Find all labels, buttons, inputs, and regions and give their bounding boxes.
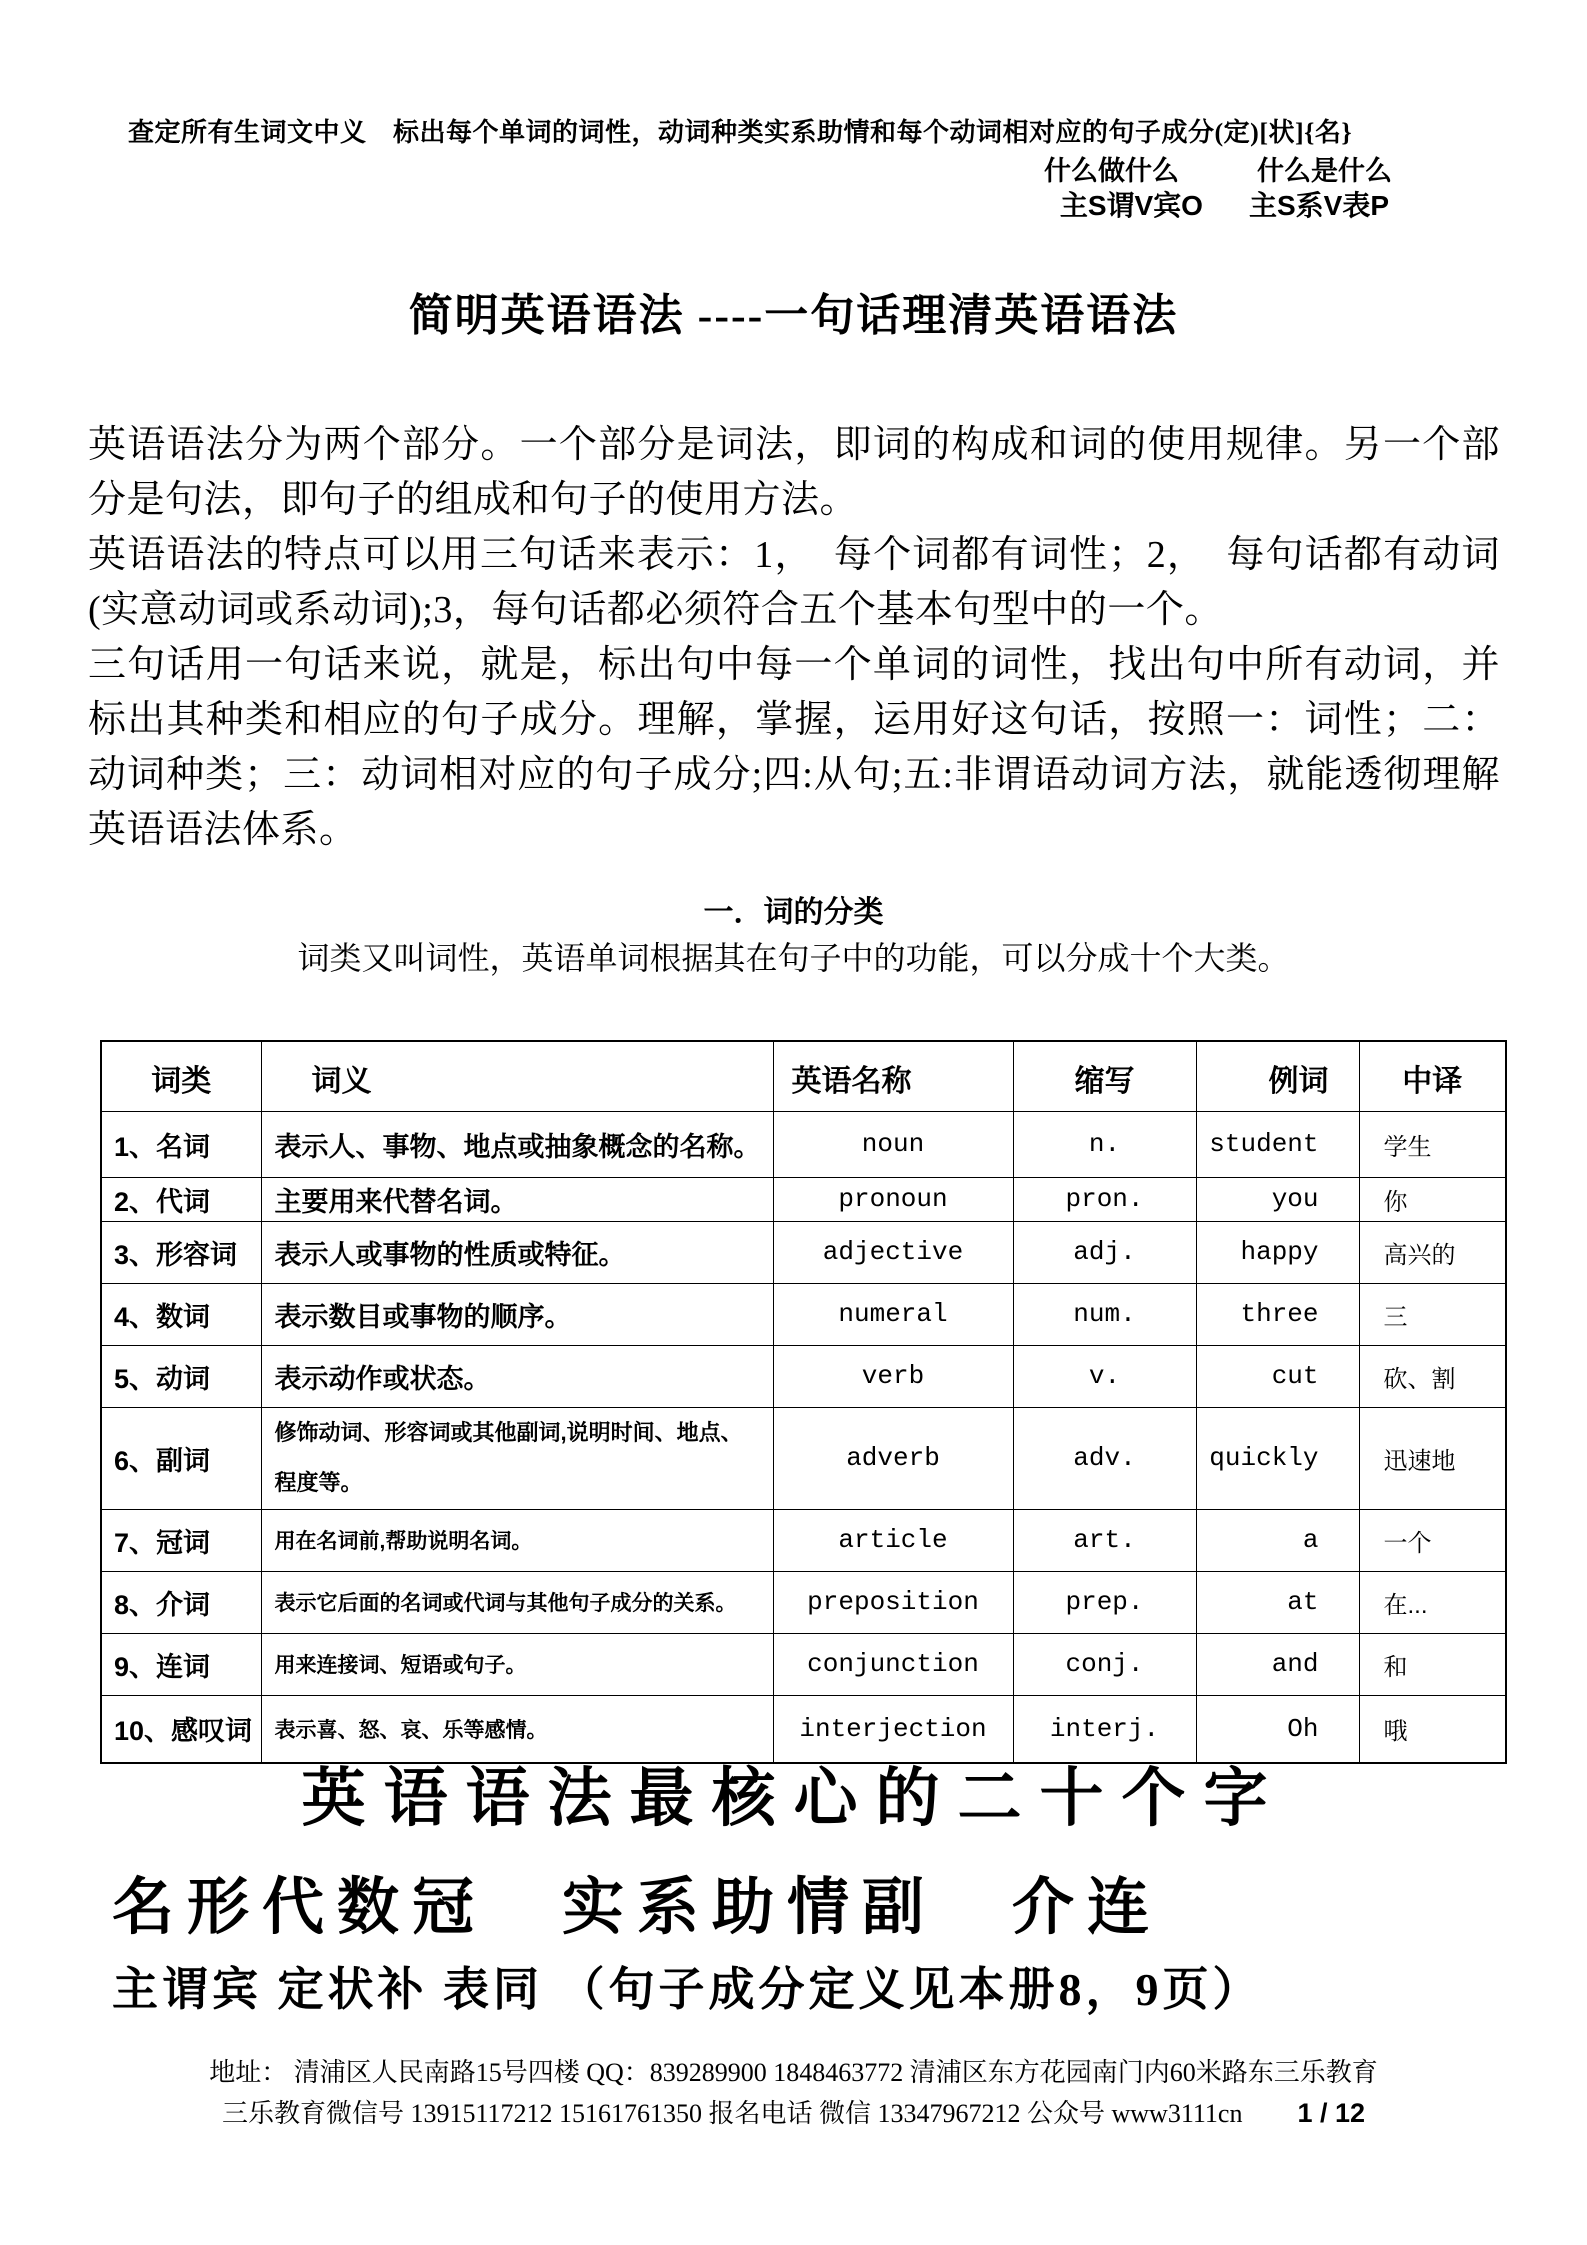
- cell-word-class: 6、副词: [101, 1407, 261, 1509]
- cell-translation: 三: [1359, 1283, 1506, 1345]
- cell-english-name: conjunction: [773, 1633, 1013, 1695]
- cell-abbreviation: adj.: [1013, 1221, 1196, 1283]
- cell-word-class: 10、感叹词: [101, 1695, 261, 1763]
- cell-translation: 和: [1359, 1633, 1506, 1695]
- section-word-classification: [0, 893, 1587, 979]
- cell-abbreviation: adv.: [1013, 1407, 1196, 1509]
- page-number: 1 / 12: [1297, 2098, 1366, 2128]
- cell-translation: 学生: [1359, 1111, 1506, 1177]
- cell-meaning: 表示数目或事物的顺序。: [261, 1283, 773, 1345]
- cell-translation: 哦: [1359, 1695, 1506, 1763]
- cell-translation: 迅速地: [1359, 1407, 1506, 1509]
- table-row-adjective: [101, 1221, 1506, 1283]
- cell-translation: 砍、割: [1359, 1345, 1506, 1407]
- cell-translation: 一个: [1359, 1509, 1506, 1571]
- cell-meaning: 表示喜、怒、哀、乐等感情。: [261, 1695, 773, 1763]
- cell-example: a: [1196, 1509, 1359, 1571]
- handwritten-annotation-block: [0, 116, 1587, 223]
- intro-paragraph-3: 三句话用一句话来说，就是，标出句中每一个单词的词性，找出句中所有动词，并标出其种类和相应的句子成分。理解，掌握，运用好这句话，按照一：词性；二：动词种类；三：动词相对应的句子成分;四:从句;五:非谓语动词方法，就能透彻理解英语语法体系。: [88, 644, 1500, 851]
- intro-paragraph-2: 英语语法的特点可以用三句话来表示：1， 每个词都有词性；2， 每句话都有动词(实意动词或系动词);3，每句话都必须符合五个基本句型中的一个。: [88, 534, 1500, 631]
- cell-meaning: 主要用来代替名词。: [261, 1177, 773, 1221]
- cell-word-class: 5、动词: [101, 1345, 261, 1407]
- page-footer: [0, 2053, 1587, 2134]
- cell-translation: 你: [1359, 1177, 1506, 1221]
- cell-word-class: 2、代词: [101, 1177, 261, 1221]
- table-row-numeral: [101, 1283, 1506, 1345]
- cell-translation: 在...: [1359, 1571, 1506, 1633]
- header-english-name: 英语名称: [773, 1041, 1013, 1111]
- header-word-class: 词类: [101, 1041, 261, 1111]
- section-subheading: 词类又叫词性，英语单词根据其在句子中的功能，可以分成十个大类。: [297, 940, 1290, 976]
- intro-paragraphs: [88, 418, 1500, 858]
- table-row-verb: [101, 1345, 1506, 1407]
- annotation-what-is-what: 什么是什么: [1257, 156, 1392, 186]
- table-row-conjunction: [101, 1633, 1506, 1695]
- cell-word-class: 9、连词: [101, 1633, 261, 1695]
- cell-english-name: pronoun: [773, 1177, 1013, 1221]
- cell-example: quickly: [1196, 1407, 1359, 1509]
- core-pos-mnemonic-line: 名形代数冠 实系助情副 介连: [112, 1874, 1163, 1942]
- parts-of-speech-table: [100, 1040, 1507, 1764]
- cell-meaning: 修饰动词、形容词或其他副词,说明时间、地点、程度等。: [261, 1407, 773, 1509]
- cell-abbreviation: pron.: [1013, 1177, 1196, 1221]
- cell-abbreviation: num.: [1013, 1283, 1196, 1345]
- core-twenty-chars-heading: 英语语法最核心的二十个字: [301, 1763, 1286, 1834]
- cell-english-name: interjection: [773, 1695, 1013, 1763]
- cell-example: student: [1196, 1111, 1359, 1177]
- cell-example: cut: [1196, 1345, 1359, 1407]
- cell-word-class: 7、冠词: [101, 1509, 261, 1571]
- annotation-line-2: [0, 154, 1587, 188]
- cell-word-class: 3、形容词: [101, 1221, 261, 1283]
- table-row-pronoun: [101, 1177, 1506, 1221]
- cell-example: happy: [1196, 1221, 1359, 1283]
- cell-meaning: 表示人或事物的性质或特征。: [261, 1221, 773, 1283]
- cell-abbreviation: interj.: [1013, 1695, 1196, 1763]
- table-row-adverb: [101, 1407, 1506, 1509]
- cell-example: three: [1196, 1283, 1359, 1345]
- cell-abbreviation: prep.: [1013, 1571, 1196, 1633]
- page-title: 简明英语语法 ----一句话理清英语语法: [408, 291, 1179, 340]
- cell-english-name: noun: [773, 1111, 1013, 1177]
- annotation-what-does-what: 什么做什么: [1044, 156, 1179, 186]
- table-row-noun: [101, 1111, 1506, 1177]
- cell-word-class: 8、介词: [101, 1571, 261, 1633]
- header-abbreviation: 缩写: [1013, 1041, 1196, 1111]
- table-row-preposition: [101, 1571, 1506, 1633]
- header-translation: 中译: [1359, 1041, 1506, 1111]
- cell-abbreviation: v.: [1013, 1345, 1196, 1407]
- annotation-line-3: [0, 189, 1587, 223]
- cell-english-name: verb: [773, 1345, 1013, 1407]
- cell-meaning: 用在名词前,帮助说明名词。: [261, 1509, 773, 1571]
- cell-abbreviation: n.: [1013, 1111, 1196, 1177]
- cell-english-name: numeral: [773, 1283, 1013, 1345]
- cell-meaning: 表示它后面的名词或代词与其他句子成分的关系。: [261, 1571, 773, 1633]
- footer-contact-line: [0, 2093, 1587, 2134]
- cell-english-name: adverb: [773, 1407, 1013, 1509]
- core-sentence-elements-line: 主谓宾 定状补 表同 （句子成分定义见本册8，9页）: [112, 1964, 1263, 2015]
- table-row-article: [101, 1509, 1506, 1571]
- header-meaning: 词义: [261, 1041, 773, 1111]
- section-heading: 一．词的分类: [703, 896, 884, 929]
- intro-paragraph-1: 英语语法分为两个部分。一个部分是词法，即词的构成和词的使用规律。另一个部分是句法，即句子的组成和句子的使用方法。: [88, 424, 1500, 521]
- cell-example: and: [1196, 1633, 1359, 1695]
- cell-example: at: [1196, 1571, 1359, 1633]
- footer-address-line: 地址： 清浦区人民南路15号四楼 QQ：839289900 1848463772 清浦区东方花园南门内60米路东三乐教育: [209, 2058, 1378, 2087]
- cell-translation: 高兴的: [1359, 1221, 1506, 1283]
- cell-abbreviation: art.: [1013, 1509, 1196, 1571]
- annotation-svo-pattern: 主S谓V宾O: [1059, 190, 1203, 221]
- cell-example: you: [1196, 1177, 1359, 1221]
- cell-meaning: 用来连接词、短语或句子。: [261, 1633, 773, 1695]
- cell-meaning: 表示人、事物、地点或抽象概念的名称。: [261, 1111, 773, 1177]
- cell-english-name: adjective: [773, 1221, 1013, 1283]
- table-header-row: [101, 1041, 1506, 1111]
- cell-word-class: 4、数词: [101, 1283, 261, 1345]
- annotation-line-1: 查定所有生词文中义 标出每个单词的词性，动词种类实系助情和每个动词相对应的句子成分(定)[状]{名}: [128, 118, 1353, 147]
- cell-word-class: 1、名词: [101, 1111, 261, 1177]
- cell-english-name: preposition: [773, 1571, 1013, 1633]
- header-example: 例词: [1196, 1041, 1359, 1111]
- annotation-svp-pattern: 主S系V表P: [1248, 190, 1389, 221]
- footer-contact-text: 三乐教育微信号 13915117212 15161761350 报名电话 微信 13347967212 公众号 www3111cn: [221, 2099, 1243, 2128]
- cell-meaning: 表示动作或状态。: [261, 1345, 773, 1407]
- cell-english-name: article: [773, 1509, 1013, 1571]
- cell-abbreviation: conj.: [1013, 1633, 1196, 1695]
- cell-example: Oh: [1196, 1695, 1359, 1763]
- table-row-interjection: [101, 1695, 1506, 1763]
